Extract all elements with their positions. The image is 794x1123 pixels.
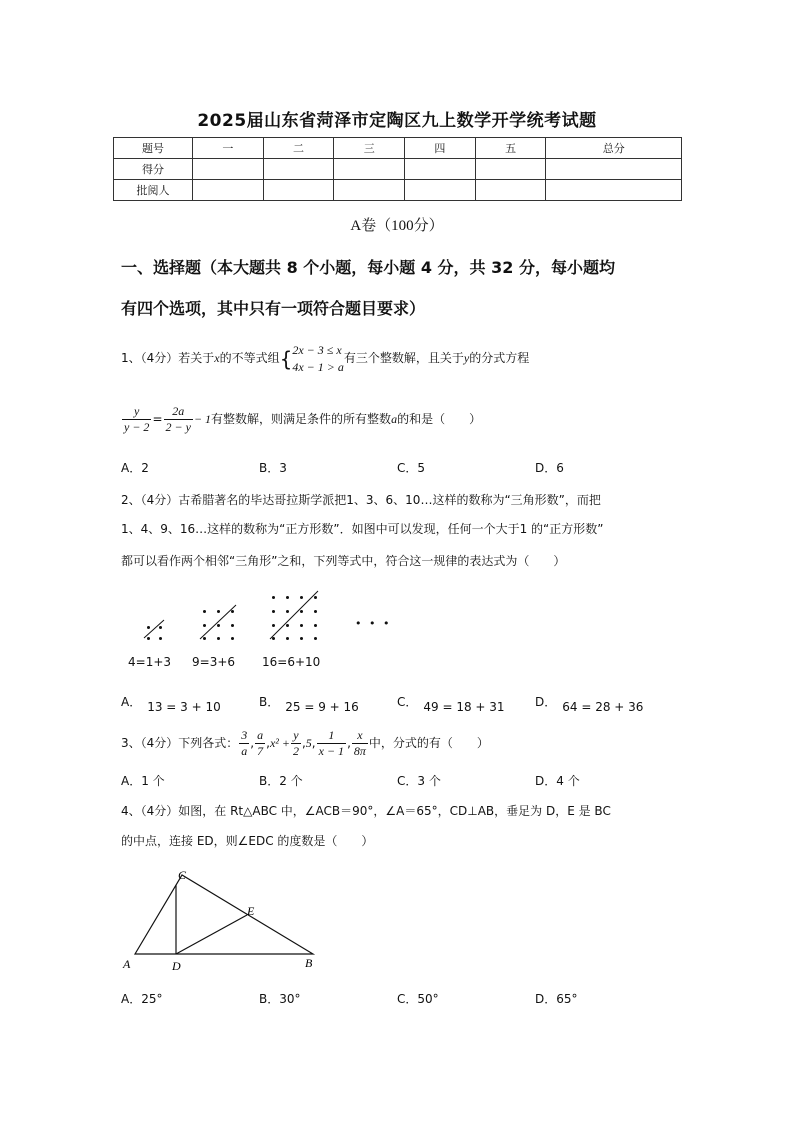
q2-option-b[interactable]: B． 25 = 9 + 16: [259, 695, 359, 714]
fraction: $\frac{y}{2}$: [292, 728, 299, 758]
table-cell[interactable]: [263, 180, 334, 201]
q1-option-c[interactable]: C．5: [397, 461, 426, 475]
point-a-label: A: [123, 957, 131, 971]
score-table: [113, 137, 682, 201]
table-cell: 四: [405, 138, 476, 159]
table-cell[interactable]: [193, 180, 264, 201]
table-cell[interactable]: [405, 180, 476, 201]
table-cell[interactable]: [475, 159, 546, 180]
fraction: $\frac{y}{y - 2}$: [124, 404, 150, 434]
q2-option-d[interactable]: D． 64 = 28 + 36: [535, 695, 644, 714]
question-2-line1: 2、（4分）古希腊著名的毕达哥拉斯学派把1、3、6、10…这样的数称为“三角形数”，而把: [121, 493, 601, 507]
q3-option-a[interactable]: A．1 个: [121, 774, 165, 788]
triangle-abc: [135, 875, 313, 954]
q4-option-c[interactable]: C．50°: [397, 992, 439, 1006]
table-cell: 二: [263, 138, 334, 159]
question-2-line3: 都可以看作两个相邻“三角形”之和，下列等式中，符合这一规律的表达式为（ ）: [121, 554, 566, 568]
point-e-label: E: [247, 904, 255, 918]
question-3: 3、（4分）下列各式： $\frac{3}{a}$ , $\frac{a}{7}$ ,x² + $\frac{y}{2}$ ,5, $\frac{1}{x - 1}$ , $\frac{x}{8\pi}$ 中，分式的有（ ）: [121, 728, 489, 758]
diagonal-line: [200, 605, 236, 639]
score-row: [114, 159, 682, 180]
q1-option-d[interactable]: D．6: [535, 461, 564, 475]
part1-heading-line1: 一、选择题（本大题共 8 个小题，每小题 4 分，共 32 分，每小题均: [121, 258, 615, 277]
fraction: $\frac{x}{8\pi}$: [353, 728, 366, 758]
diagonal-line: [144, 620, 164, 638]
table-cell[interactable]: [334, 159, 405, 180]
question-1-line1: 1、（4分）若关于x的不等式组{ 2x − 3 ≤ x 4x − 1 > a 有三个整数解，且关于y的分式方程: [121, 340, 681, 377]
table-cell: 三: [334, 138, 405, 159]
question-1-line2: $\frac{y}{y - 2}$ = $\frac{2a}{2 - y}$ − 1有整数解，则满足条件的所有整数a的和是（ ）: [124, 404, 482, 434]
table-cell: 批阅人: [114, 180, 193, 201]
page-title: 2025届山东省菏泽市定陶区九上数学开学统考试题: [197, 111, 597, 131]
q1-option-b[interactable]: B．3: [259, 461, 287, 475]
table-cell: 题号: [114, 138, 193, 159]
q2-option-c[interactable]: C． 49 = 18 + 31: [397, 695, 505, 714]
point-c-label: C: [178, 868, 187, 882]
point-d-label: D: [172, 959, 181, 973]
q3-option-d[interactable]: D．4 个: [535, 774, 580, 788]
grader-row: [114, 180, 682, 201]
table-cell[interactable]: [405, 159, 476, 180]
q1-option-a[interactable]: A．2: [121, 461, 149, 475]
question-2-line2: 1、4、9、16…这样的数称为“正方形数”．如图中可以发现，任何一个大于1 的“正方形数”: [121, 522, 604, 536]
question-4-line1: 4、（4分）如图，在 Rt△ABC 中，∠ACB＝90°，∠A＝65°，CD⊥AB，垂足为 D，E 是 BC: [121, 804, 611, 818]
fraction: $\frac{1}{x - 1}$: [318, 728, 345, 758]
table-cell: 得分: [114, 159, 193, 180]
part1-heading-line2: 有四个选项，其中只有一项符合题目要求）: [121, 299, 426, 318]
q3-option-c[interactable]: C．3 个: [397, 774, 441, 788]
table-cell[interactable]: [263, 159, 334, 180]
score-table-header-row: [114, 138, 682, 159]
triangle-figure: [115, 862, 335, 977]
table-cell[interactable]: [475, 180, 546, 201]
question-4-line2: 的中点，连接 ED，则∠EDC 的度数是（ ）: [121, 834, 374, 848]
table-cell: 总分: [546, 138, 682, 159]
figure-label-3: 16=6+10: [262, 655, 321, 669]
inequality-system: 2x − 3 ≤ x 4x − 1 > a: [292, 342, 344, 374]
segment-ed: [176, 915, 247, 954]
q4-option-b[interactable]: B．30°: [259, 992, 301, 1006]
fraction: $\frac{3}{a}$: [241, 728, 248, 758]
left-brace: {: [279, 346, 293, 371]
table-cell: 一: [193, 138, 264, 159]
fraction: $\frac{2a}{2 - y}$: [165, 404, 191, 434]
table-cell[interactable]: [334, 180, 405, 201]
ellipsis: • • •: [355, 617, 392, 630]
q2-option-a[interactable]: A． 13 = 3 + 10: [121, 695, 221, 714]
q4-option-a[interactable]: A．25°: [121, 992, 163, 1006]
section-a-title: A卷（100分）: [350, 218, 444, 234]
point-b-label: B: [305, 956, 313, 970]
table-cell[interactable]: [546, 180, 682, 201]
table-cell[interactable]: [193, 159, 264, 180]
diagonal-line: [270, 591, 318, 639]
table-cell[interactable]: [546, 159, 682, 180]
figure-label-1: 4=1+3: [128, 655, 172, 669]
fraction: $\frac{a}{7}$: [257, 728, 264, 758]
q4-option-d[interactable]: D．65°: [535, 992, 578, 1006]
q3-option-b[interactable]: B．2 个: [259, 774, 303, 788]
figure-label-2: 9=3+6: [192, 655, 236, 669]
table-cell: 五: [475, 138, 546, 159]
